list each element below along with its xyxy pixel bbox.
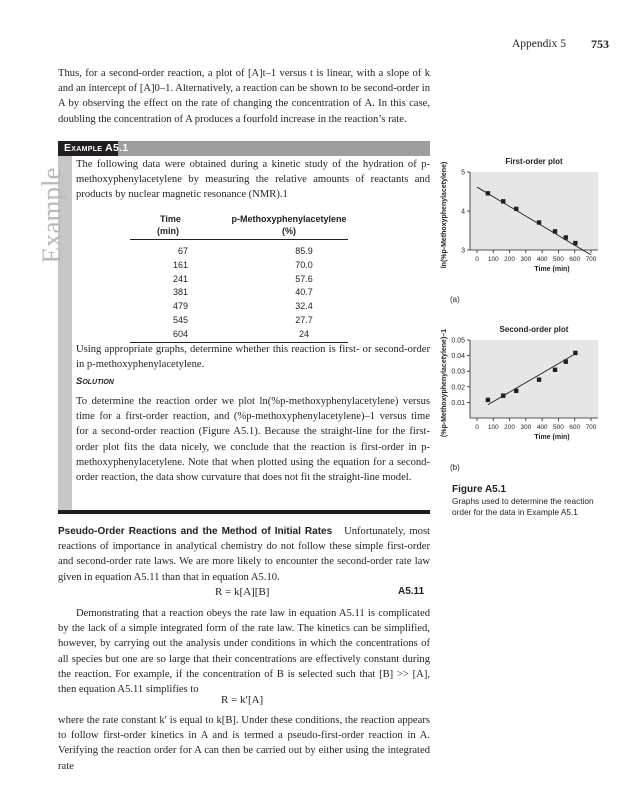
data-point <box>514 389 518 393</box>
y-tick-label: 0.01 <box>451 399 465 407</box>
chart-title: First-order plot <box>505 157 563 166</box>
x-tick-label: 600 <box>569 424 581 431</box>
y-tick-label: 5 <box>461 169 465 177</box>
table-row <box>130 259 348 273</box>
example-intro: The following data were obtained during a kinetic study of the hydration of p-methoxyphenylacetylene by measuring the relative amounts of reactants and products by nuclear magnetic resonance (NMR).1 <box>76 159 430 201</box>
table-cell-percent: 57.6 <box>295 273 313 284</box>
table-row <box>130 240 348 259</box>
data-point <box>501 199 505 203</box>
example-side-label-text: Example <box>36 167 67 264</box>
figure-label: Figure A5.1 <box>452 484 507 495</box>
table-cell-time: 545 <box>172 314 188 325</box>
data-table <box>130 213 348 343</box>
x-tick-label: 500 <box>552 256 564 263</box>
data-point <box>573 241 577 245</box>
first-order-plot <box>438 150 618 310</box>
equation-a5-11-number: A5.11 <box>398 586 425 597</box>
table-cell-time: 604 <box>130 328 230 342</box>
y-axis-label: (%p-Methoxyphenylacetylene)–1 <box>441 328 448 438</box>
section-paragraph-1 <box>58 524 430 585</box>
table-cell-time: 381 <box>172 287 188 298</box>
section-heading: Pseudo-Order Reactions and the Method of Initial Rates <box>58 526 333 537</box>
section-paragraph-1-text: Unfortunately, most reactions of importance in analytical chemistry do not follow these simple first-order and second-order rate laws. We are more likely to encounter the second-order rate law given in equation A5.11 than that in equation A5.10. <box>58 526 431 583</box>
x-tick-label: 400 <box>536 256 548 263</box>
table-header-time-unit: (min) <box>130 225 230 240</box>
plot-area <box>470 172 598 250</box>
table-row <box>130 328 348 342</box>
table-cell-percent: 27.7 <box>295 314 313 325</box>
table-cell-time: 67 <box>177 246 188 256</box>
data-point <box>553 368 557 372</box>
plot-area <box>470 340 598 418</box>
table-cell-percent: 85.9 <box>295 246 313 256</box>
table-cell-time: 241 <box>172 273 188 284</box>
equation-pseudo-first-order: R = k′[A] <box>221 694 264 706</box>
x-axis-label: Time (min) <box>534 434 570 441</box>
x-tick-label: 600 <box>569 256 581 263</box>
x-tick-label: 200 <box>504 424 516 431</box>
data-point <box>514 207 518 211</box>
chart-title: Second-order plot <box>499 325 569 334</box>
y-tick-label: 0.02 <box>451 384 465 392</box>
y-tick-label: 0.05 <box>451 337 465 345</box>
section-paragraph-2: Demonstrating that a reaction obeys the rate law in equation A5.11 is complicated by the lack of a simple integrated form of the rate law. The kinetics can be simplified, however, by carrying out the analysis under conditions in which the concentrations of all species but one are so large that their concentrations are effectively constant during the reaction. For example, if the concentration of B is selected such that [B] >> [A], then equation A5.11 simplifies to <box>58 608 430 696</box>
table-row <box>130 286 348 300</box>
table-row <box>130 273 348 287</box>
data-point <box>537 377 541 381</box>
example-question: Using appropriate graphs, determine whether this reaction is first- or second-order in p-methoxyphenylacetylene. <box>76 344 430 371</box>
example-title: Example A5.1 <box>64 142 129 154</box>
intro-paragraph: Thus, for a second-order reaction, a plot of [A]t–1 versus t is linear, with a slope of k and an intercept of [A]0–1. Alternatively, a reaction can be shown to be second-order in A by observing the effect on the rate of changing the concentration of A. In this case, doubling the concentration of A produces a fourfold increase in the reaction’s rate. <box>58 68 430 125</box>
data-point <box>486 398 490 402</box>
page-number: 753 <box>591 37 609 51</box>
table-row <box>130 300 348 314</box>
y-tick-label: 3 <box>461 247 465 255</box>
x-tick-label: 100 <box>487 424 499 431</box>
table-cell-time: 161 <box>172 259 188 270</box>
x-tick-label: 700 <box>585 424 597 431</box>
data-point <box>486 191 490 195</box>
data-point <box>573 351 577 355</box>
equation-a5-11: R = k[A][B] <box>215 586 270 598</box>
x-tick-label: 0 <box>475 424 479 431</box>
second-order-plot <box>438 318 618 478</box>
x-axis-label: Time (min) <box>534 266 570 273</box>
panel-label: (a) <box>450 295 460 304</box>
table-cell-time: 479 <box>172 301 188 312</box>
y-tick-label: 0.04 <box>451 353 465 361</box>
figure-caption: Graphs used to determine the reaction order for the data in Example A5.1 <box>452 496 594 517</box>
section-paragraph-3: where the rate constant k′ is equal to k[B]. Under these conditions, the reaction appears to follow first-order kinetics in A and is termed a pseudo-first-order reaction in A. Verifying the reaction order for A can then be carried out by either using the integrated rate <box>58 715 430 772</box>
running-head: Appendix 5 <box>512 38 566 50</box>
data-point <box>564 359 568 363</box>
y-tick-label: 0.03 <box>451 368 465 376</box>
x-tick-label: 300 <box>520 256 532 263</box>
data-point <box>564 235 568 239</box>
data-point <box>501 393 505 397</box>
table-cell-percent: 70.0 <box>295 259 313 270</box>
table-header-time: Time <box>160 214 181 224</box>
x-tick-label: 300 <box>520 424 532 431</box>
example-bottom-rule <box>58 510 430 514</box>
x-tick-label: 700 <box>585 256 597 263</box>
table-row <box>130 314 348 328</box>
data-point <box>553 229 557 233</box>
data-point <box>537 220 541 224</box>
x-tick-label: 500 <box>552 424 564 431</box>
x-tick-label: 100 <box>487 256 499 263</box>
table-header-percent: p-Methoxyphenylacetylene <box>231 214 347 224</box>
table-cell-percent: 24 <box>230 328 348 342</box>
example-side-label <box>27 150 67 264</box>
table-cell-percent: 32.4 <box>295 301 313 312</box>
table-cell-percent: 40.7 <box>295 287 313 298</box>
table-header-percent-unit: (%) <box>230 225 348 240</box>
x-tick-label: 0 <box>475 256 479 263</box>
x-tick-label: 400 <box>536 424 548 431</box>
solution-text: To determine the reaction order we plot ln(%p-methoxyphenylacetylene) versus time for a first-order reaction, and (%p-methoxyphenylacetylene)–1 versus time for a second-order reaction (Figure A5.1). Because the straight-line for the first-order plot fits the data nicely, we conclude that the reaction is first-order in p-methoxyphenylacetylene. Note that when plotted using the equation for a second-order reaction, the data show curvature that does not fit the straight-line model. <box>76 396 430 484</box>
y-axis-label: ln(%p-Methoxyphenylacetylene) <box>441 161 448 269</box>
solution-label: Solution <box>76 376 114 387</box>
x-tick-label: 200 <box>504 256 516 263</box>
y-tick-label: 4 <box>461 208 465 216</box>
panel-label: (b) <box>450 463 460 472</box>
